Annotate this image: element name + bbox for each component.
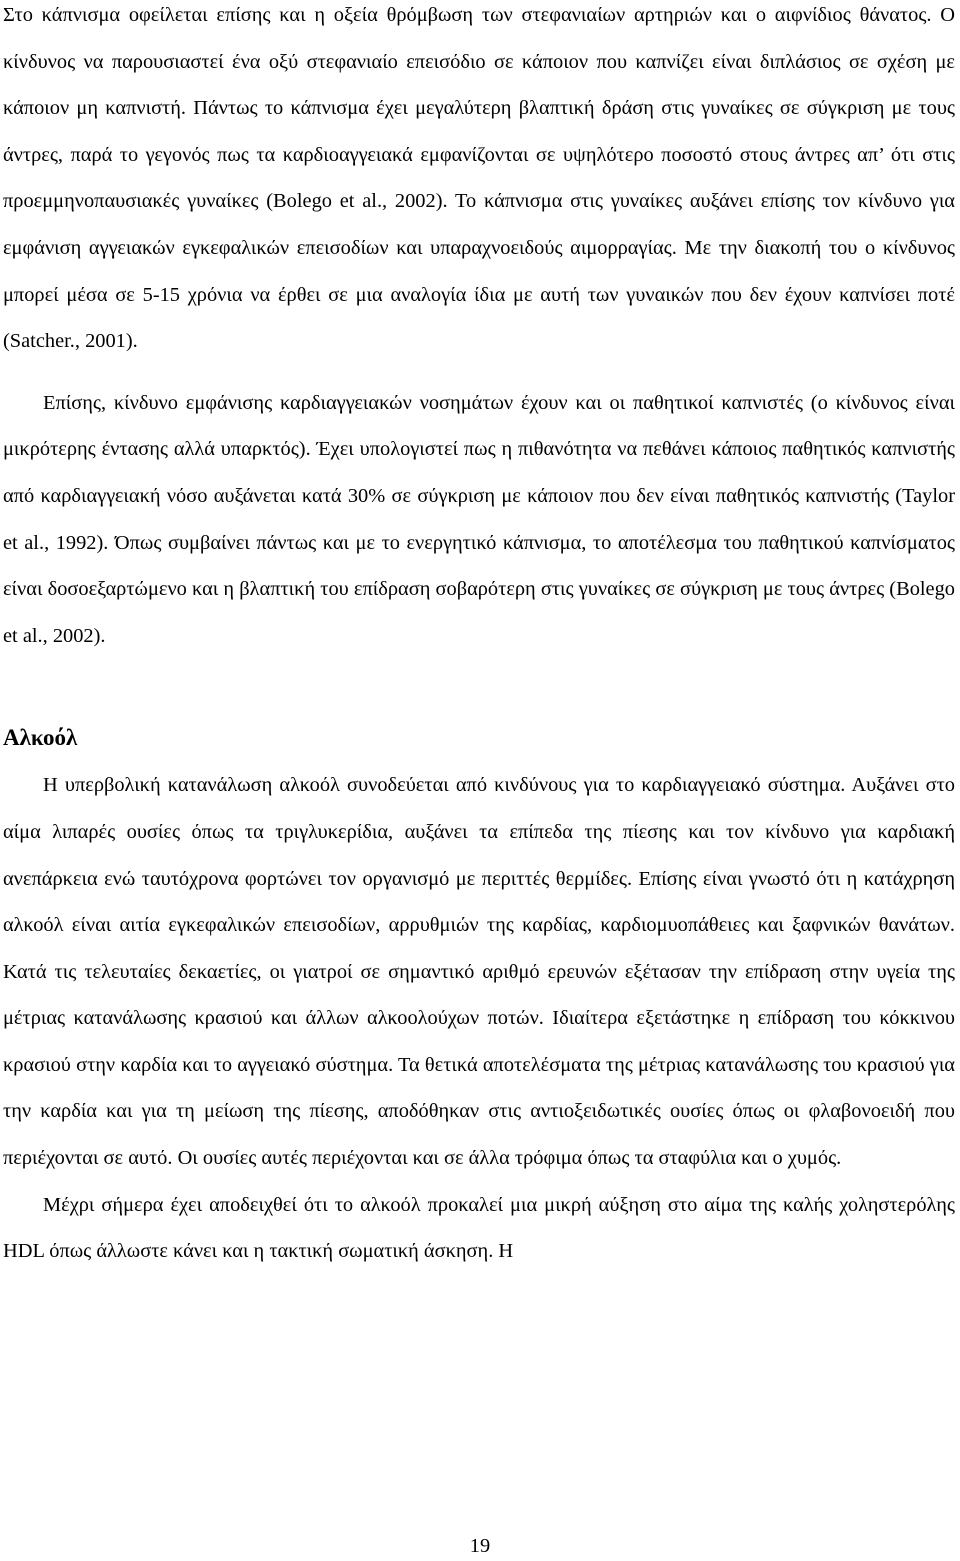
document-body — [3, 0, 955, 1275]
paragraph-alcohol-risks: Η υπερβολική κατανάλωση αλκοόλ συνοδεύεται από κινδύνους για το καρδιαγγειακό σύστημα. Αυξάνει στο αίμα λιπαρές ουσίες όπως τα τριγλυκερίδια, αυξάνει τα επίπεδα της πίεσης και τον κίνδυνο για καρδιακή ανεπάρκεια ενώ ταυτόχρονα φορτώνει τον οργανισμό με περιττές θερμίδες. Επίσης είναι γνωστό ότι η κατάχρηση αλκοόλ είναι αιτία εγκεφαλικών επεισοδίων, αρρυθμιών της καρδίας, καρδιομυοπάθειες και ξαφνικών θανάτων. Κατά τις τελευταίες δεκαετίες, οι γιατροί σε σημαντικό αριθμό ερευνών εξέτασαν την επίδραση στην υγεία της μέτριας κατανάλωσης κρασιού και άλλων αλκοολούχων ποτών. Ιδιαίτερα εξετάστηκε η επίδραση του κόκκινου κρασιού στην καρδία και το αγγειακό σύστημα. Τα θετικά αποτελέσματα της μέτριας κατανάλωσης του κρασιού για την καρδία και για τη μείωση της πίεσης, αποδόθηκαν στις αντιοξειδωτικές ουσίες όπως οι φλαβονοειδή που περιέχονται σε αυτό. Οι ουσίες αυτές περιέχονται και σε άλλα τρόφιμα όπως τα σταφύλια και ο χυμός. — [3, 774, 955, 1170]
section-heading-alcohol: Αλκοόλ — [3, 725, 78, 751]
paragraph-smoking-women: Στο κάπνισμα οφείλεται επίσης και η οξεία θρόμβωση των στεφανιαίων αρτηριών και ο αιφνίδιος θάνατος. Ο κίνδυνος να παρουσιαστεί ένα οξύ στεφανιαίο επεισόδιο σε κάποιον που καπνίζει είναι διπλάσιος σε σχέση με κάποιον μη καπνιστή. Πάντως το κάπνισμα έχει μεγαλύτερη βλαπτική δράση στις γυναίκες σε σύγκριση με τους άντρες, παρά το γεγονός πως τα καρδιοαγγειακά εμφανίζονται σε υψηλότερο ποσοστό στους άντρες απ’ ότι στις προεμμηνοπαυσιακές γυναίκες (Bolego et al., 2002). Το κάπνισμα στις γυναίκες αυξάνει επίσης τον κίνδυνο για εμφάνιση αγγειακών εγκεφαλικών επεισοδίων και υπαραχνοειδούς αιμορραγίας. Με την διακοπή του ο κίνδυνος μπορεί μέσα σε 5-15 χρόνια να έρθει σε μια αναλογία ίδια με αυτή των γυναικών που δεν έχουν καπνίσει ποτέ (Satcher., 2001). — [3, 4, 955, 353]
page-number: 19 — [469, 1535, 491, 1557]
paragraph-passive-smoking: Επίσης, κίνδυνο εμφάνισης καρδιαγγειακών νοσημάτων έχουν και οι παθητικοί καπνιστές (ο κίνδυνος είναι μικρότερης έντασης αλλά υπαρκτός). Έχει υπολογιστεί πως η πιθανότητα να πεθάνει κάποιος παθητικός καπνιστής από καρδιαγγειακή νόσο αυξάνεται κατά 30% σε σύγκριση με κάποιον που δεν είναι παθητικός καπνιστής (Taylor et al., 1992). Όπως συμβαίνει πάντως και με το ενεργητικό κάπνισμα, το αποτέλεσμα του παθητικού καπνίσματος είναι δοσοεξαρτώμενο και η βλαπτική του επίδραση σοβαρότερη στις γυναίκες σε σύγκριση με τους άντρες (Bolego et al., 2002). — [3, 391, 955, 647]
paragraph-hdl-cholesterol: Μέχρι σήμερα έχει αποδειχθεί ότι το αλκοόλ προκαλεί μια μικρή αύξηση στο αίμα της καλής χοληστερόλης HDL όπως άλλωστε κάνει και η τακτική σωματική άσκηση. Η — [3, 1193, 955, 1263]
